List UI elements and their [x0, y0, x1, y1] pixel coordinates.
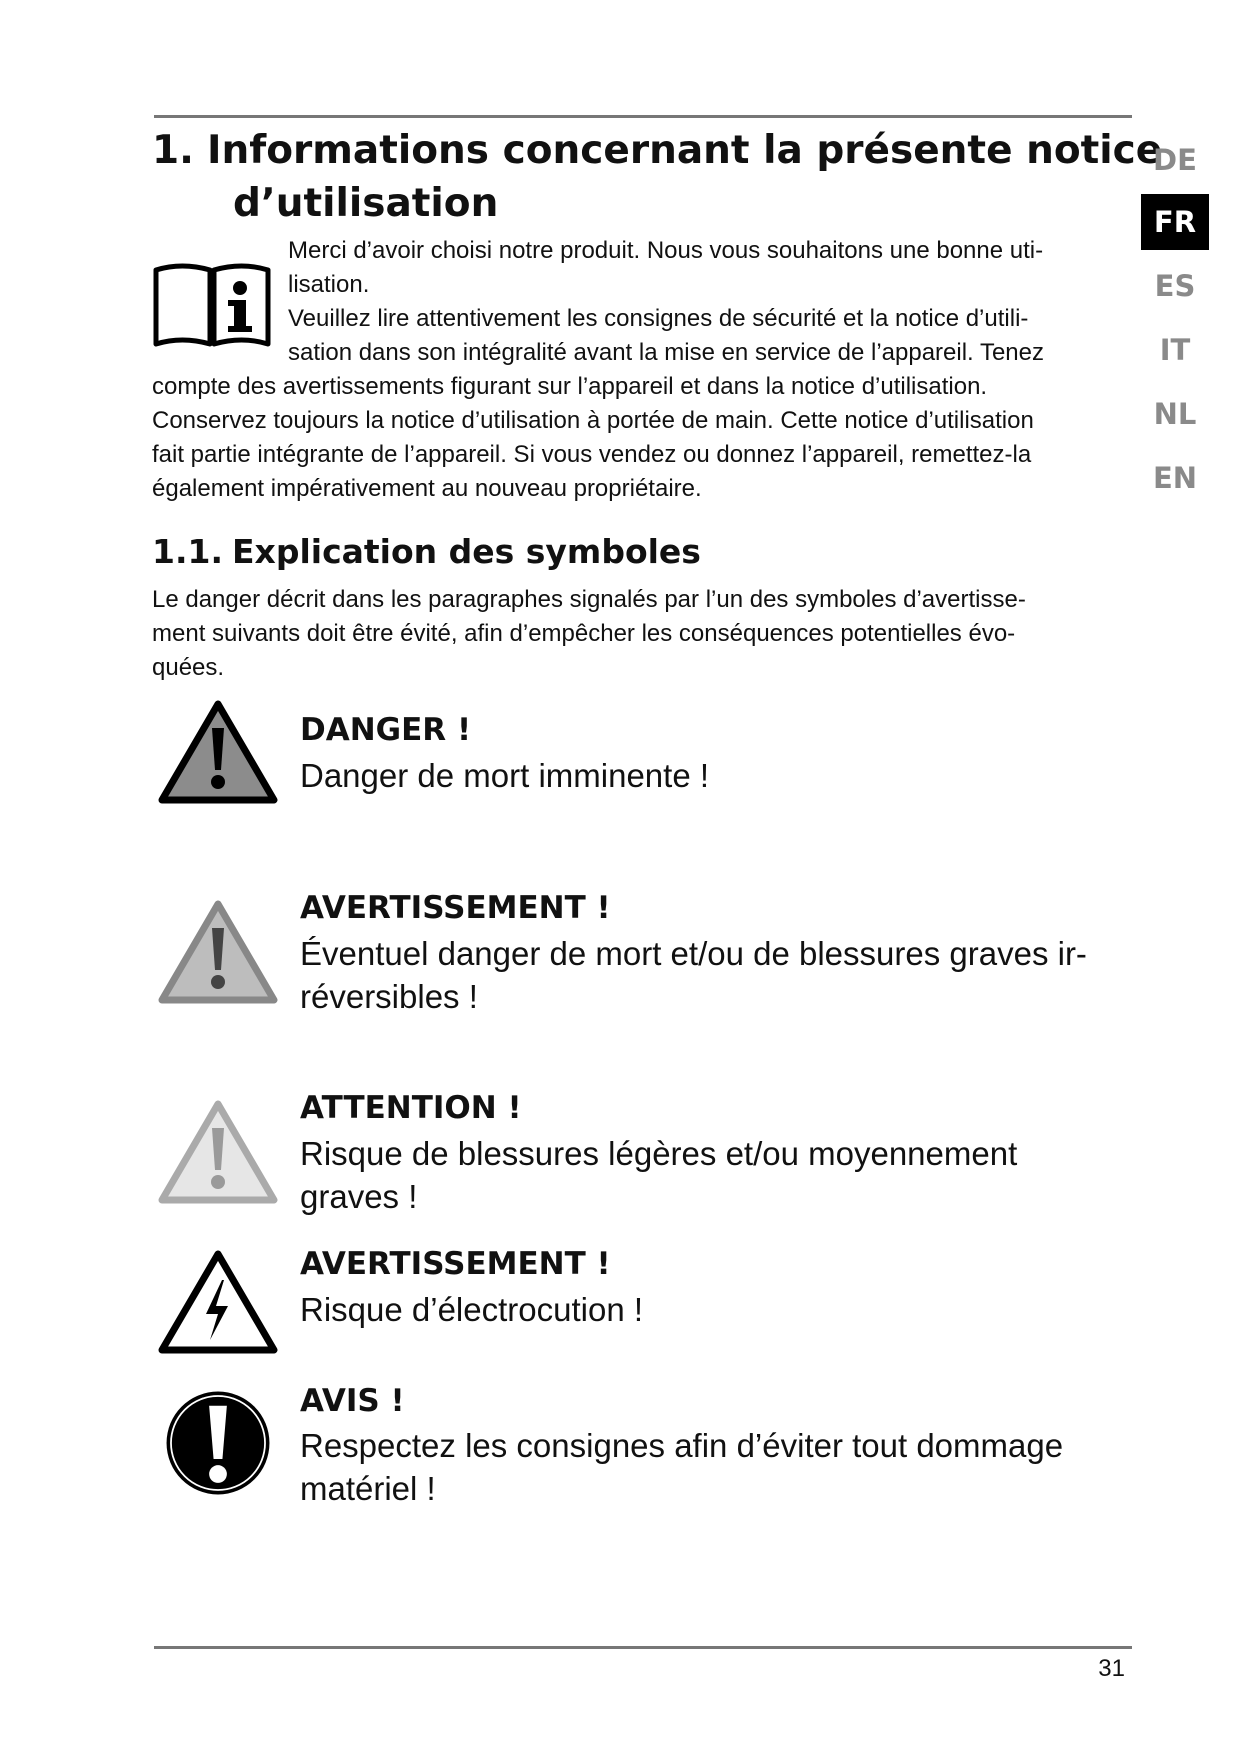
language-tab-en[interactable]: EN	[1152, 461, 1198, 495]
intro-line: Veuillez lire attentivement les consignes de sécurité et la notice d’utili-	[288, 305, 1029, 332]
danger-title: DANGER !	[300, 712, 472, 748]
notice-exclamation-icon	[156, 1388, 280, 1498]
intro-line: fait partie intégrante de l’appareil. Si vous vendez ou donnez l’appareil, remettez-la	[152, 441, 1032, 468]
danger-description-line: Danger de mort imminente !	[300, 757, 710, 794]
language-tab-es[interactable]: ES	[1154, 269, 1196, 303]
warning-description-line: Éventuel danger de mort et/ou de blessures graves ir-	[300, 935, 1087, 972]
page-number: 31	[1098, 1655, 1125, 1682]
notice-description-line: matériel !	[300, 1470, 436, 1507]
intro-line: lisation.	[288, 271, 370, 298]
electric-warning-description	[300, 1288, 1130, 1331]
intro-line: Conservez toujours la notice d’utilisation à portée de main. Cette notice d’utilisation	[152, 407, 1034, 434]
section-number: 1.	[152, 128, 194, 173]
electric-warning-description-line: Risque d’électrocution !	[300, 1291, 644, 1328]
warning-description	[300, 932, 1130, 1018]
symbols-intro-paragraph	[152, 583, 1112, 685]
top-rule	[154, 115, 1132, 118]
symbols-intro-line: quées.	[152, 654, 225, 681]
symbols-intro-line: Le danger décrit dans les paragraphes signalés par l’un des symboles d’avertisse-	[152, 586, 1026, 613]
caution-title: ATTENTION !	[300, 1090, 522, 1126]
intro-line: Merci d’avoir choisi notre produit. Nous vous souhaitons une bonne uti-	[288, 237, 1044, 264]
subsection-number: 1.1.	[152, 532, 223, 571]
language-tab-nl[interactable]: NL	[1153, 397, 1197, 431]
warning-triangle-icon	[156, 898, 280, 1008]
notice-title: AVIS !	[300, 1383, 405, 1419]
language-tab-it[interactable]: IT	[1159, 333, 1191, 367]
notice-description-line: Respectez les consignes afin d’éviter tout dommage	[300, 1427, 1064, 1464]
subsection-heading	[152, 530, 701, 574]
caution-triangle-icon	[156, 1098, 280, 1208]
caution-description-line: Risque de blessures légères et/ou moyennement	[300, 1135, 1018, 1172]
section-title-line-1: Informations concernant la présente notice	[207, 128, 1163, 173]
warning-description-line: réversibles !	[300, 978, 478, 1015]
intro-line: compte des avertissements figurant sur l’appareil et dans la notice d’utilisation.	[152, 373, 988, 400]
bottom-rule	[154, 1646, 1132, 1649]
symbols-intro-line: ment suivants doit être évité, afin d’empêcher les conséquences potentielles évo-	[152, 620, 1016, 647]
language-tab-fr[interactable]: FR	[1141, 194, 1209, 250]
danger-description	[300, 754, 1130, 797]
electric-shock-icon	[156, 1248, 280, 1358]
subsection-title: Explication des symboles	[232, 532, 701, 571]
intro-paragraph	[152, 234, 1137, 506]
caution-description	[300, 1132, 1130, 1218]
language-tab-de[interactable]: DE	[1153, 143, 1197, 177]
danger-warning-icon	[156, 698, 280, 808]
intro-line: également impérativement au nouveau propriétaire.	[152, 475, 702, 502]
notice-description	[300, 1424, 1130, 1510]
section-title-line-2: d’utilisation	[233, 181, 499, 226]
electric-warning-title: AVERTISSEMENT !	[300, 1246, 611, 1282]
intro-line: sation dans son intégralité avant la mise en service de l’appareil. Tenez	[288, 339, 1044, 366]
caution-description-line: graves !	[300, 1178, 418, 1215]
warning-title: AVERTISSEMENT !	[300, 890, 611, 926]
